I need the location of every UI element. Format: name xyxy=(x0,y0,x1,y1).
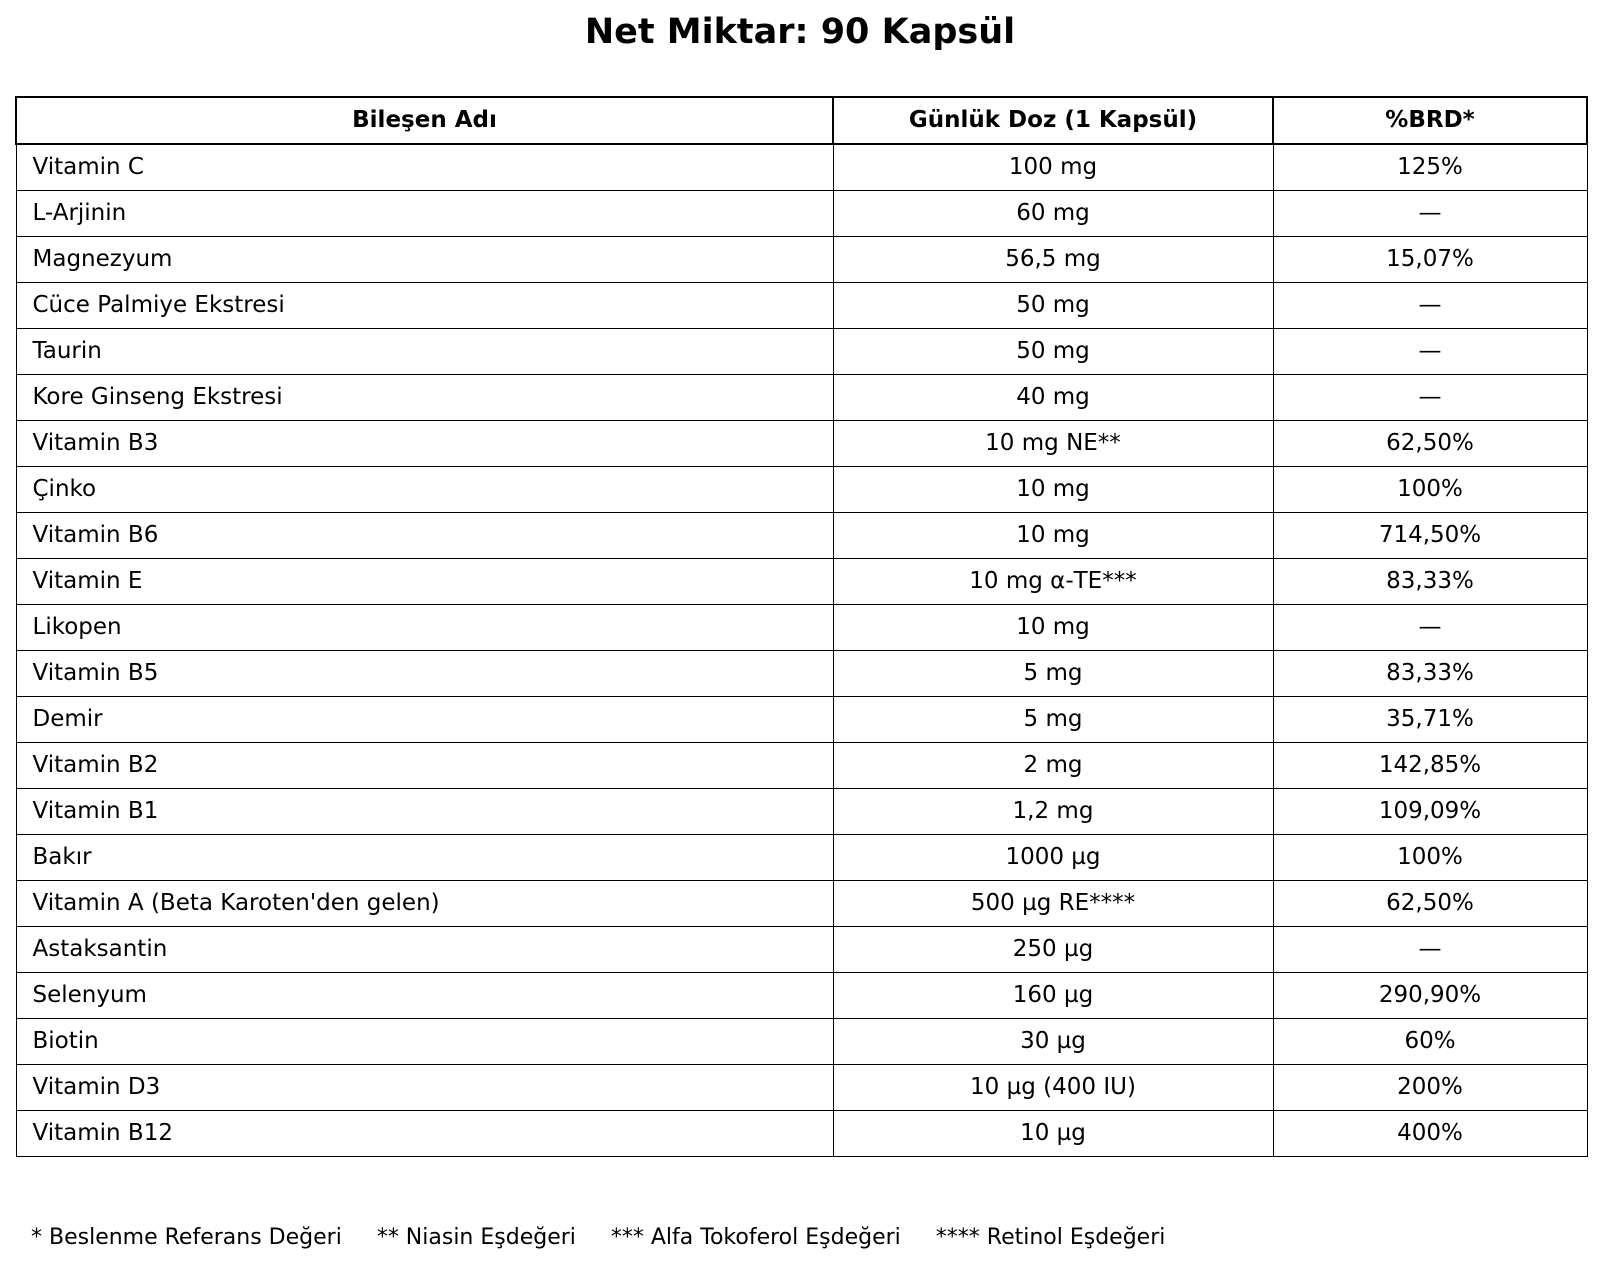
daily-dose-cell: 1000 µg xyxy=(833,835,1273,881)
column-header-brd: %BRD* xyxy=(1273,97,1587,144)
brd-percent-cell: 100% xyxy=(1273,835,1587,881)
table-row xyxy=(16,421,1587,467)
table-row xyxy=(16,375,1587,421)
daily-dose-cell: 160 µg xyxy=(833,973,1273,1019)
table-body xyxy=(16,144,1587,1157)
table-row xyxy=(16,513,1587,559)
table-header xyxy=(16,97,1587,144)
table-row xyxy=(16,697,1587,743)
ingredient-name-cell: Çinko xyxy=(16,467,833,513)
footnote-brd: * Beslenme Referans Değeri xyxy=(31,1225,342,1250)
daily-dose-cell: 500 µg RE**** xyxy=(833,881,1273,927)
ingredient-name-cell: Vitamin B3 xyxy=(16,421,833,467)
table-row xyxy=(16,881,1587,927)
ingredient-name-cell: Vitamin B1 xyxy=(16,789,833,835)
brd-percent-cell: 200% xyxy=(1273,1065,1587,1111)
ingredient-name-cell: Vitamin B6 xyxy=(16,513,833,559)
daily-dose-cell: 10 mg xyxy=(833,513,1273,559)
brd-percent-cell: — xyxy=(1273,283,1587,329)
table-row xyxy=(16,605,1587,651)
ingredient-name-cell: Magnezyum xyxy=(16,237,833,283)
ingredient-name-cell: Demir xyxy=(16,697,833,743)
daily-dose-cell: 10 µg xyxy=(833,1111,1273,1157)
daily-dose-cell: 100 mg xyxy=(833,144,1273,191)
brd-percent-cell: 400% xyxy=(1273,1111,1587,1157)
column-header-ingredient: Bileşen Adı xyxy=(16,97,833,144)
brd-percent-cell: 125% xyxy=(1273,144,1587,191)
ingredient-name-cell: Vitamin B12 xyxy=(16,1111,833,1157)
table-row xyxy=(16,237,1587,283)
daily-dose-cell: 5 mg xyxy=(833,697,1273,743)
table-row xyxy=(16,835,1587,881)
table-row xyxy=(16,191,1587,237)
ingredient-name-cell: Kore Ginseng Ekstresi xyxy=(16,375,833,421)
footnote-niacin: ** Niasin Eşdeğeri xyxy=(376,1225,576,1250)
brd-percent-cell: 35,71% xyxy=(1273,697,1587,743)
daily-dose-cell: 5 mg xyxy=(833,651,1273,697)
brd-percent-cell: 290,90% xyxy=(1273,973,1587,1019)
daily-dose-cell: 56,5 mg xyxy=(833,237,1273,283)
brd-percent-cell: 714,50% xyxy=(1273,513,1587,559)
brd-percent-cell: 83,33% xyxy=(1273,651,1587,697)
ingredient-name-cell: Vitamin A (Beta Karoten'den gelen) xyxy=(16,881,833,927)
ingredient-name-cell: Bakır xyxy=(16,835,833,881)
page-title: Net Miktar: 90 Kapsül xyxy=(584,12,1016,52)
brd-percent-cell: 62,50% xyxy=(1273,421,1587,467)
table-row xyxy=(16,651,1587,697)
ingredient-name-cell: Vitamin E xyxy=(16,559,833,605)
daily-dose-cell: 250 µg xyxy=(833,927,1273,973)
table-row xyxy=(16,329,1587,375)
brd-percent-cell: 83,33% xyxy=(1273,559,1587,605)
table-row xyxy=(16,559,1587,605)
ingredient-name-cell: Biotin xyxy=(16,1019,833,1065)
brd-percent-cell: 62,50% xyxy=(1273,881,1587,927)
brd-percent-cell: 109,09% xyxy=(1273,789,1587,835)
brd-percent-cell: — xyxy=(1273,605,1587,651)
daily-dose-cell: 50 mg xyxy=(833,329,1273,375)
brd-percent-cell: — xyxy=(1273,927,1587,973)
ingredient-name-cell: Astaksantin xyxy=(16,927,833,973)
table-row xyxy=(16,927,1587,973)
ingredient-name-cell: Cüce Palmiye Ekstresi xyxy=(16,283,833,329)
ingredient-name-cell: Vitamin B2 xyxy=(16,743,833,789)
brd-percent-cell: 100% xyxy=(1273,467,1587,513)
ingredient-name-cell: Vitamin C xyxy=(16,144,833,191)
brd-percent-cell: — xyxy=(1273,191,1587,237)
table-row xyxy=(16,1019,1587,1065)
table-row xyxy=(16,1111,1587,1157)
daily-dose-cell: 50 mg xyxy=(833,283,1273,329)
daily-dose-cell: 10 mg α-TE*** xyxy=(833,559,1273,605)
header-row xyxy=(16,97,1587,144)
nutrition-table xyxy=(15,96,1588,1157)
footnote-retinol: **** Retinol Eşdeğeri xyxy=(935,1225,1166,1250)
daily-dose-cell: 10 mg NE** xyxy=(833,421,1273,467)
brd-percent-cell: 142,85% xyxy=(1273,743,1587,789)
table-row xyxy=(16,1065,1587,1111)
table-row xyxy=(16,283,1587,329)
ingredient-name-cell: Selenyum xyxy=(16,973,833,1019)
daily-dose-cell: 2 mg xyxy=(833,743,1273,789)
daily-dose-cell: 10 µg (400 IU) xyxy=(833,1065,1273,1111)
brd-percent-cell: — xyxy=(1273,375,1587,421)
table-row xyxy=(16,467,1587,513)
daily-dose-cell: 1,2 mg xyxy=(833,789,1273,835)
ingredient-name-cell: Vitamin D3 xyxy=(16,1065,833,1111)
table-row xyxy=(16,789,1587,835)
brd-percent-cell: 15,07% xyxy=(1273,237,1587,283)
ingredient-name-cell: Taurin xyxy=(16,329,833,375)
column-header-daily-dose: Günlük Doz (1 Kapsül) xyxy=(833,97,1273,144)
brd-percent-cell: — xyxy=(1273,329,1587,375)
daily-dose-cell: 10 mg xyxy=(833,467,1273,513)
daily-dose-cell: 30 µg xyxy=(833,1019,1273,1065)
daily-dose-cell: 60 mg xyxy=(833,191,1273,237)
brd-percent-cell: 60% xyxy=(1273,1019,1587,1065)
footnote-alpha-tocopherol: *** Alfa Tokoferol Eşdeğeri xyxy=(610,1225,901,1250)
daily-dose-cell: 40 mg xyxy=(833,375,1273,421)
footnotes xyxy=(31,1224,1193,1252)
daily-dose-cell: 10 mg xyxy=(833,605,1273,651)
ingredient-name-cell: Vitamin B5 xyxy=(16,651,833,697)
ingredient-name-cell: Likopen xyxy=(16,605,833,651)
ingredient-name-cell: L-Arjinin xyxy=(16,191,833,237)
table-row xyxy=(16,743,1587,789)
table-row xyxy=(16,973,1587,1019)
table-row xyxy=(16,144,1587,191)
